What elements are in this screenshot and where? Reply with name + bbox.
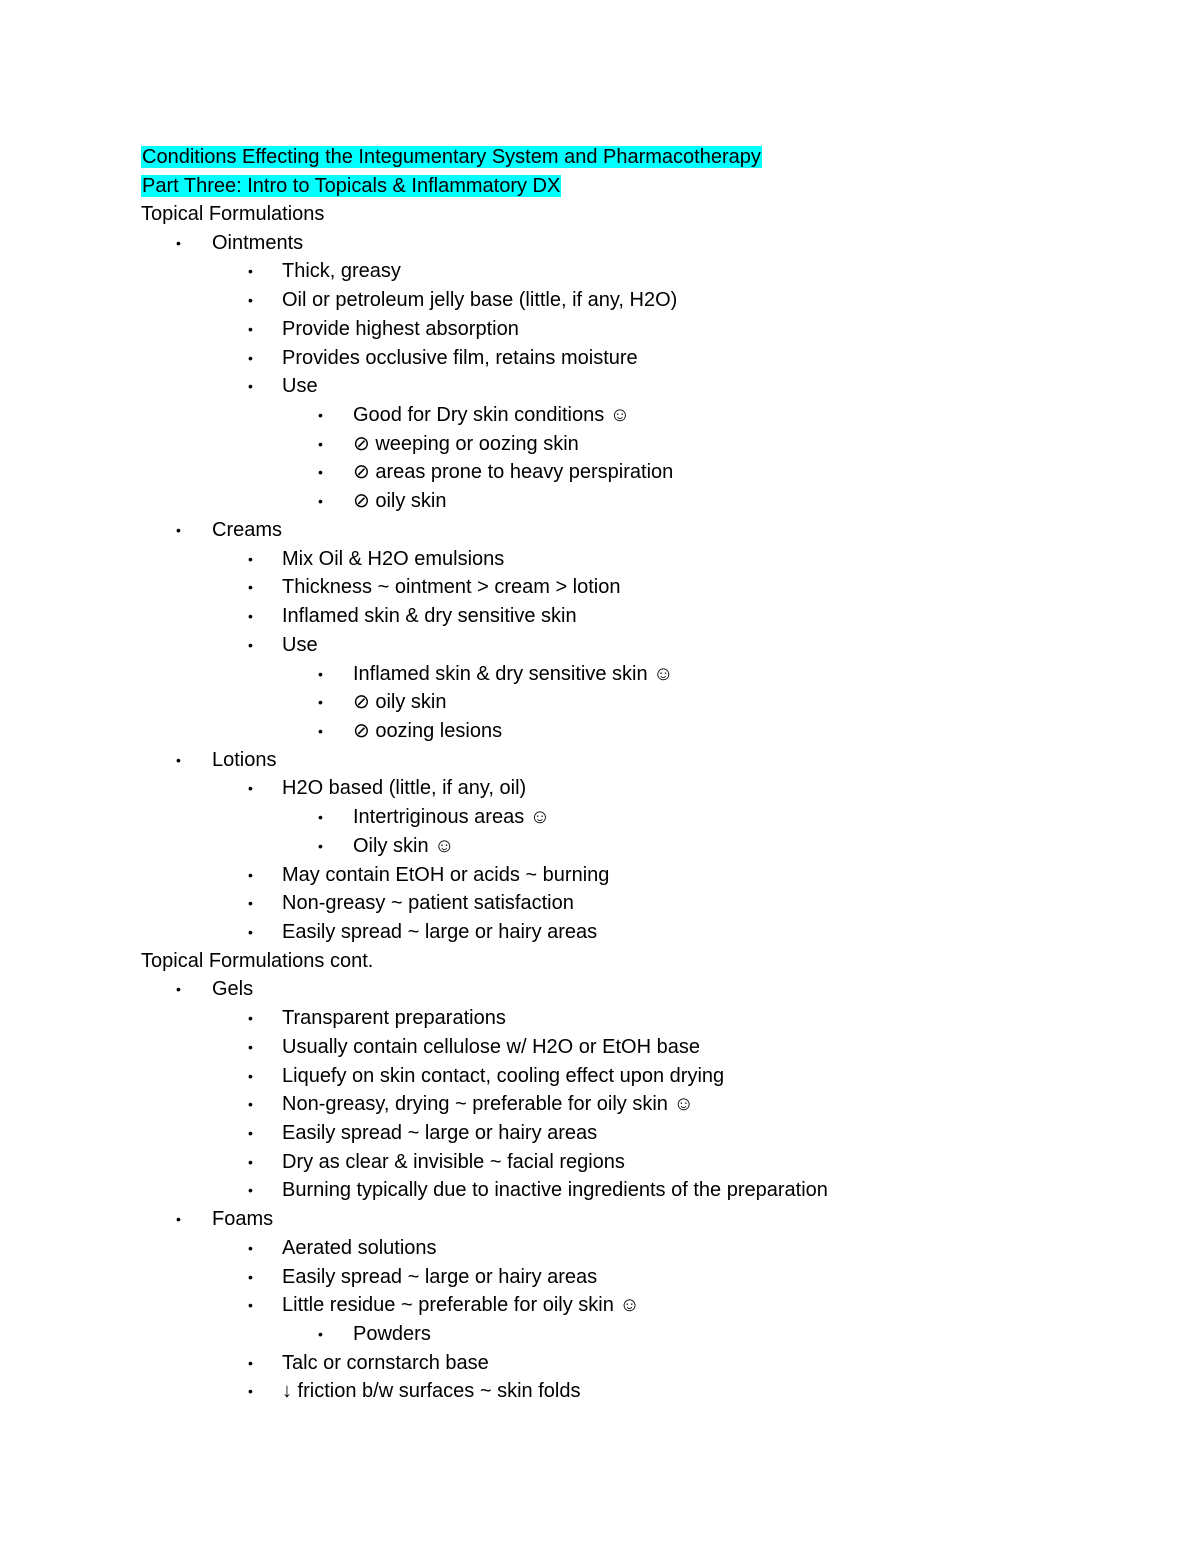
bullet-icon: • xyxy=(248,1354,253,1371)
list-item-text: ⊘ oozing lesions xyxy=(353,719,503,742)
list-item xyxy=(0,1320,1200,1349)
list-item-text: Burning typically due to inactive ingredients of the preparation xyxy=(282,1179,828,1202)
list-item xyxy=(0,631,1200,660)
list-item xyxy=(0,889,1200,918)
bullet-icon: • xyxy=(248,1153,253,1170)
bullet-icon: • xyxy=(176,1211,181,1228)
list-item xyxy=(0,545,1200,574)
bullet-icon: • xyxy=(318,1326,323,1343)
bullet-icon: • xyxy=(318,493,323,510)
list-item-text: Inflamed skin & dry sensitive skin xyxy=(282,605,577,628)
list-item xyxy=(0,861,1200,890)
list-item xyxy=(0,1148,1200,1177)
outline-list xyxy=(0,200,1200,1406)
list-item xyxy=(0,573,1200,602)
bullet-icon: • xyxy=(248,349,253,366)
bullet-icon: • xyxy=(318,464,323,481)
list-item xyxy=(0,372,1200,401)
list-item-text: Creams xyxy=(212,518,283,541)
list-item xyxy=(0,487,1200,516)
list-item-text: Dry as clear & invisible ~ facial regions xyxy=(282,1150,625,1173)
list-item xyxy=(0,286,1200,315)
list-item xyxy=(0,344,1200,373)
list-item-text: Gels xyxy=(212,978,254,1001)
bullet-icon: • xyxy=(248,1383,253,1400)
bullet-icon: • xyxy=(318,837,323,854)
list-item-text: ⊘ areas prone to heavy perspiration xyxy=(353,461,674,484)
list-item-text: Little residue ~ preferable for oily skin ☺ xyxy=(282,1294,640,1317)
bullet-icon: • xyxy=(248,1038,253,1055)
list-item-text: ↓ friction b/w surfaces ~ skin folds xyxy=(282,1380,581,1403)
list-item-text: ⊘ weeping or oozing skin xyxy=(353,432,579,455)
document-title: Conditions Effecting the Integumentary System and Pharmacotherapy xyxy=(142,146,761,168)
list-item xyxy=(0,975,1200,1004)
list-item-text: Mix Oil & H2O emulsions xyxy=(282,547,505,570)
list-item-text: May contain EtOH or acids ~ burning xyxy=(282,863,610,886)
bullet-icon: • xyxy=(248,1010,253,1027)
bullet-icon: • xyxy=(318,407,323,424)
bullet-icon: • xyxy=(248,292,253,309)
list-item xyxy=(0,688,1200,717)
bullet-icon: • xyxy=(248,923,253,940)
list-item xyxy=(0,257,1200,286)
bullet-icon: • xyxy=(248,636,253,653)
list-item-text: Oil or petroleum jelly base (little, if any, H2O) xyxy=(282,289,678,312)
document-subtitle: Part Three: Intro to Topicals & Inflammatory DX xyxy=(142,175,561,197)
list-item xyxy=(0,832,1200,861)
list-item-text: Inflamed skin & dry sensitive skin ☺ xyxy=(353,662,674,685)
list-item-text: Topical Formulations xyxy=(141,203,325,225)
list-item xyxy=(0,1004,1200,1033)
list-item-text: Use xyxy=(282,633,318,656)
list-item xyxy=(0,1062,1200,1091)
list-item xyxy=(0,918,1200,947)
list-item xyxy=(0,401,1200,430)
bullet-icon: • xyxy=(248,866,253,883)
list-item xyxy=(0,1349,1200,1378)
list-item-text: Foams xyxy=(212,1208,274,1231)
bullet-icon: • xyxy=(248,579,253,596)
bullet-icon: • xyxy=(248,1239,253,1256)
bullet-icon: • xyxy=(248,1067,253,1084)
list-item-text: Thickness ~ ointment > cream > lotion xyxy=(282,576,621,599)
list-item-text: Oily skin ☺ xyxy=(353,834,455,857)
list-item-text: Use xyxy=(282,375,318,398)
bullet-icon: • xyxy=(248,378,253,395)
section-heading xyxy=(0,947,1200,976)
list-item xyxy=(0,315,1200,344)
bullet-icon: • xyxy=(248,263,253,280)
list-item xyxy=(0,803,1200,832)
bullet-icon: • xyxy=(176,981,181,998)
list-item-text: Easily spread ~ large or hairy areas xyxy=(282,1122,598,1144)
bullet-icon: • xyxy=(318,665,323,682)
list-item xyxy=(0,1033,1200,1062)
list-item-text: Liquefy on skin contact, cooling effect upon drying xyxy=(282,1064,725,1087)
bullet-icon: • xyxy=(318,809,323,826)
section-heading xyxy=(0,200,1200,229)
bullet-icon: • xyxy=(248,1268,253,1285)
list-item-text: Intertriginous areas ☺ xyxy=(353,806,551,829)
bullet-icon: • xyxy=(248,1096,253,1113)
list-item-text: Lotions xyxy=(212,748,277,771)
list-item xyxy=(0,1090,1200,1119)
bullet-icon: • xyxy=(176,751,181,768)
list-item-text: Powders xyxy=(353,1323,431,1346)
bullet-icon: • xyxy=(248,608,253,625)
list-item xyxy=(0,1263,1200,1292)
list-item xyxy=(0,746,1200,775)
list-item-text: Non-greasy, drying ~ preferable for oily skin ☺ xyxy=(282,1093,694,1116)
list-item-text: H2O based (little, if any, oil) xyxy=(282,777,527,800)
list-item xyxy=(0,1205,1200,1234)
bullet-icon: • xyxy=(176,234,181,251)
bullet-icon: • xyxy=(248,895,253,912)
list-item xyxy=(0,1119,1200,1148)
document-title-block xyxy=(141,143,762,200)
list-item-text: Aerated solutions xyxy=(282,1236,437,1259)
list-item xyxy=(0,774,1200,803)
list-item xyxy=(0,717,1200,746)
list-item xyxy=(0,430,1200,459)
bullet-icon: • xyxy=(248,1297,253,1314)
list-item-text: Ointments xyxy=(212,231,304,254)
list-item-text: Thick, greasy xyxy=(282,260,401,283)
bullet-icon: • xyxy=(318,694,323,711)
list-item xyxy=(0,1176,1200,1205)
list-item-text: Provide highest absorption xyxy=(282,317,519,340)
bullet-icon: • xyxy=(248,1125,253,1141)
bullet-icon: • xyxy=(248,1182,253,1199)
list-item-text: Easily spread ~ large or hairy areas xyxy=(282,920,598,943)
list-item xyxy=(0,458,1200,487)
list-item xyxy=(0,229,1200,258)
list-item-text: Transparent preparations xyxy=(282,1007,506,1030)
list-item xyxy=(0,1234,1200,1263)
list-item xyxy=(0,1377,1200,1406)
list-item-text: ⊘ oily skin xyxy=(353,490,447,513)
bullet-icon: • xyxy=(248,550,253,567)
bullet-icon: • xyxy=(318,435,323,452)
list-item-text: Usually contain cellulose w/ H2O or EtOH base xyxy=(282,1035,700,1058)
list-item-text: Good for Dry skin conditions ☺ xyxy=(353,404,631,427)
bullet-icon: • xyxy=(248,320,253,337)
list-item xyxy=(0,602,1200,631)
list-item-text: Non-greasy ~ patient satisfaction xyxy=(282,892,574,915)
list-item xyxy=(0,1291,1200,1320)
bullet-icon: • xyxy=(176,521,181,538)
list-item-text: ⊘ oily skin xyxy=(353,691,447,714)
list-item-text: Easily spread ~ large or hairy areas xyxy=(282,1265,598,1288)
list-item xyxy=(0,660,1200,689)
list-item-text: Topical Formulations cont. xyxy=(141,949,374,972)
list-item-text: Provides occlusive film, retains moisture xyxy=(282,346,638,369)
list-item-text: Talc or cornstarch base xyxy=(282,1351,489,1374)
bullet-icon: • xyxy=(318,722,323,739)
bullet-icon: • xyxy=(248,780,253,797)
list-item xyxy=(0,516,1200,545)
